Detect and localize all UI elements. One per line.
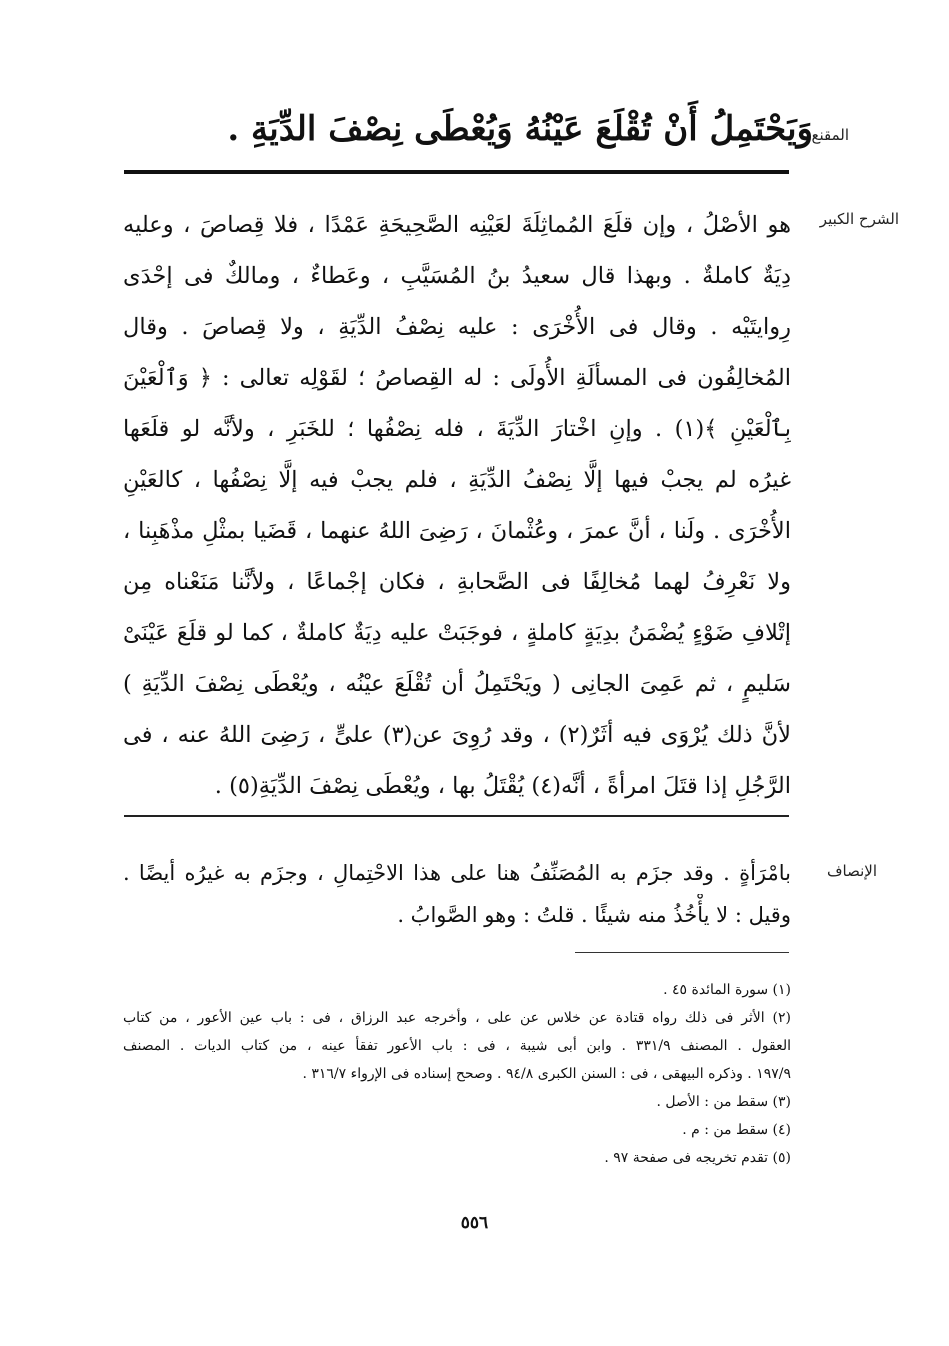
sharh-line: سَليمٍ ، ثم عَمِىَ الجانِى ( ويَحْتَمِلُ أن تُقْلَعَ عيْنُه ، ويُعْطَى نِصْفَ الدِّيَةِ ) [123, 671, 791, 697]
footnote: العقول . المصنف ٣٣١/٩ . وابن أبى شيبة ، فى : باب الأعور تفقأ عينه ، من كتاب الديات . المصنف [123, 1038, 791, 1054]
sharh-divider [124, 815, 789, 817]
footnote: (٢) الأثر فى ذلك رواه قتادة عن خلاس عن على ، وأخرجه عبد الرزاق ، فى : باب عين الأعور ، من كتاب [123, 1010, 791, 1026]
muqni-text: وَيَحْتَمِلُ أَنْ تُقْلَعَ عَيْنُهُ وَيُعْطَى نِصْفَ الدِّيَةِ . [227, 109, 813, 149]
sharh-line: غيرُه لم يجبْ فيها إلَّا نِصْفُ الدِّيَةِ ، فلم يجبْ فيه إلَّا نِصْفُها ، كالعَيْنِ [123, 467, 791, 493]
sharh-line: رِوايتَيْه . وقال فى الأُخْرَى : عليه نِصْفُ الدِّيَةِ ، ولا قِصاصَ . وقال [123, 314, 791, 340]
footnotes [123, 976, 791, 1172]
insaf-section-label: الإنصاف [826, 862, 877, 880]
sharh-line: بِٱلْعَيْنِ ﴾(١) . وإنِ اخْتارَ الدِّيَةَ ، فله نِصْفُها ؛ للخَبَرِ ، ولأنَّه لو قلَعَها [123, 416, 791, 442]
sharh-line: المُخالِفُون فى المسألَةِ الأُولَى : له القِصاصُ ؛ لقَوْلِه تعالى : ﴿ وَٱلْعَيْنَ [123, 365, 791, 391]
footnote: (١) سورة المائدة ٤٥ . [663, 982, 791, 998]
header-divider [124, 170, 789, 174]
muqni-section-label: المقنع [811, 126, 849, 144]
sharh-line: إتْلافِ ضَوْءٍ يُضْمَنُ بدِيَةٍ كاملةٍ ، فوجَبَتْ عليه دِيَةٌ كاملةٌ ، كما لو قلَعَ عَيْنَىْ [123, 620, 791, 646]
sharh-line: الأُخْرَى . ولَنا ، أنَّ عمرَ ، وعُثْمانَ ، رَضِىَ اللهُ عنهما ، قَضَيا بمثْلِ مذْهَبِنا ، [123, 518, 791, 544]
sharh-line: هو الأصْلُ ، وإن قلَعَ المُماثِلَةَ لعَيْنِه الصَّحِيحَةِ عَمْدًا ، فلا قِصاصَ ، وعليه [123, 212, 791, 238]
sharh-line: الرَّجُلِ إذا قتَلَ امرأةً ، أنَّه(٤) يُقْتَلُ بها ، ويُعْطَى نِصْفَ الدِّيَةِ(٥) . [214, 773, 791, 799]
sharh-line: دِيَةٌ كاملةٌ . وبهذا قال سعيدُ بنُ المُسَيَّبِ ، وعَطاءٌ ، ومالكٌ فى إحْدَى [123, 263, 791, 289]
page-number: ٥٥٦ [460, 1213, 489, 1233]
insaf-body [123, 852, 791, 936]
footnote: (٣) سقط من : الأصل . [656, 1094, 791, 1110]
sharh-line: لأنَّ ذلك يُرْوَى فيه أثَرٌ(٢) ، وقد رُوِىَ عن(٣) علىٍّ ، رَضِىَ اللهُ عنه ، فى [123, 722, 791, 748]
sharh-line: ولا نَعْرِفُ لهما مُخالِفًا فى الصَّحابةِ ، فكان إجْماعًا ، ولأنَّنا مَنَعْناه مِن [123, 569, 791, 595]
insaf-line: وقيل : لا يأْخُذُ منه شيئًا . قلتُ : وهو الصَّوابُ . [397, 903, 791, 927]
sharh-section-label: الشرح الكبير [819, 210, 899, 228]
footnote: (٤) سقط من : م . [682, 1122, 791, 1138]
footnote-divider [575, 952, 789, 953]
insaf-line: بامْرَأةٍ . وقد جزَم به المُصَنِّفُ هنا على هذا الاحْتِمالِ ، وجزَم به غيرُه أيضًا . [123, 861, 791, 885]
footnote: (٥) تقدم تخريجه فى صفحة ٩٧ . [604, 1150, 791, 1166]
sharh-body [123, 200, 791, 812]
footnote: ١٩٧/٩ . وذكره البيهقى ، فى : السنن الكبرى ٩٤/٨ . وصحح إسناده فى الإرواء ٣١٦/٧ . [302, 1066, 791, 1082]
